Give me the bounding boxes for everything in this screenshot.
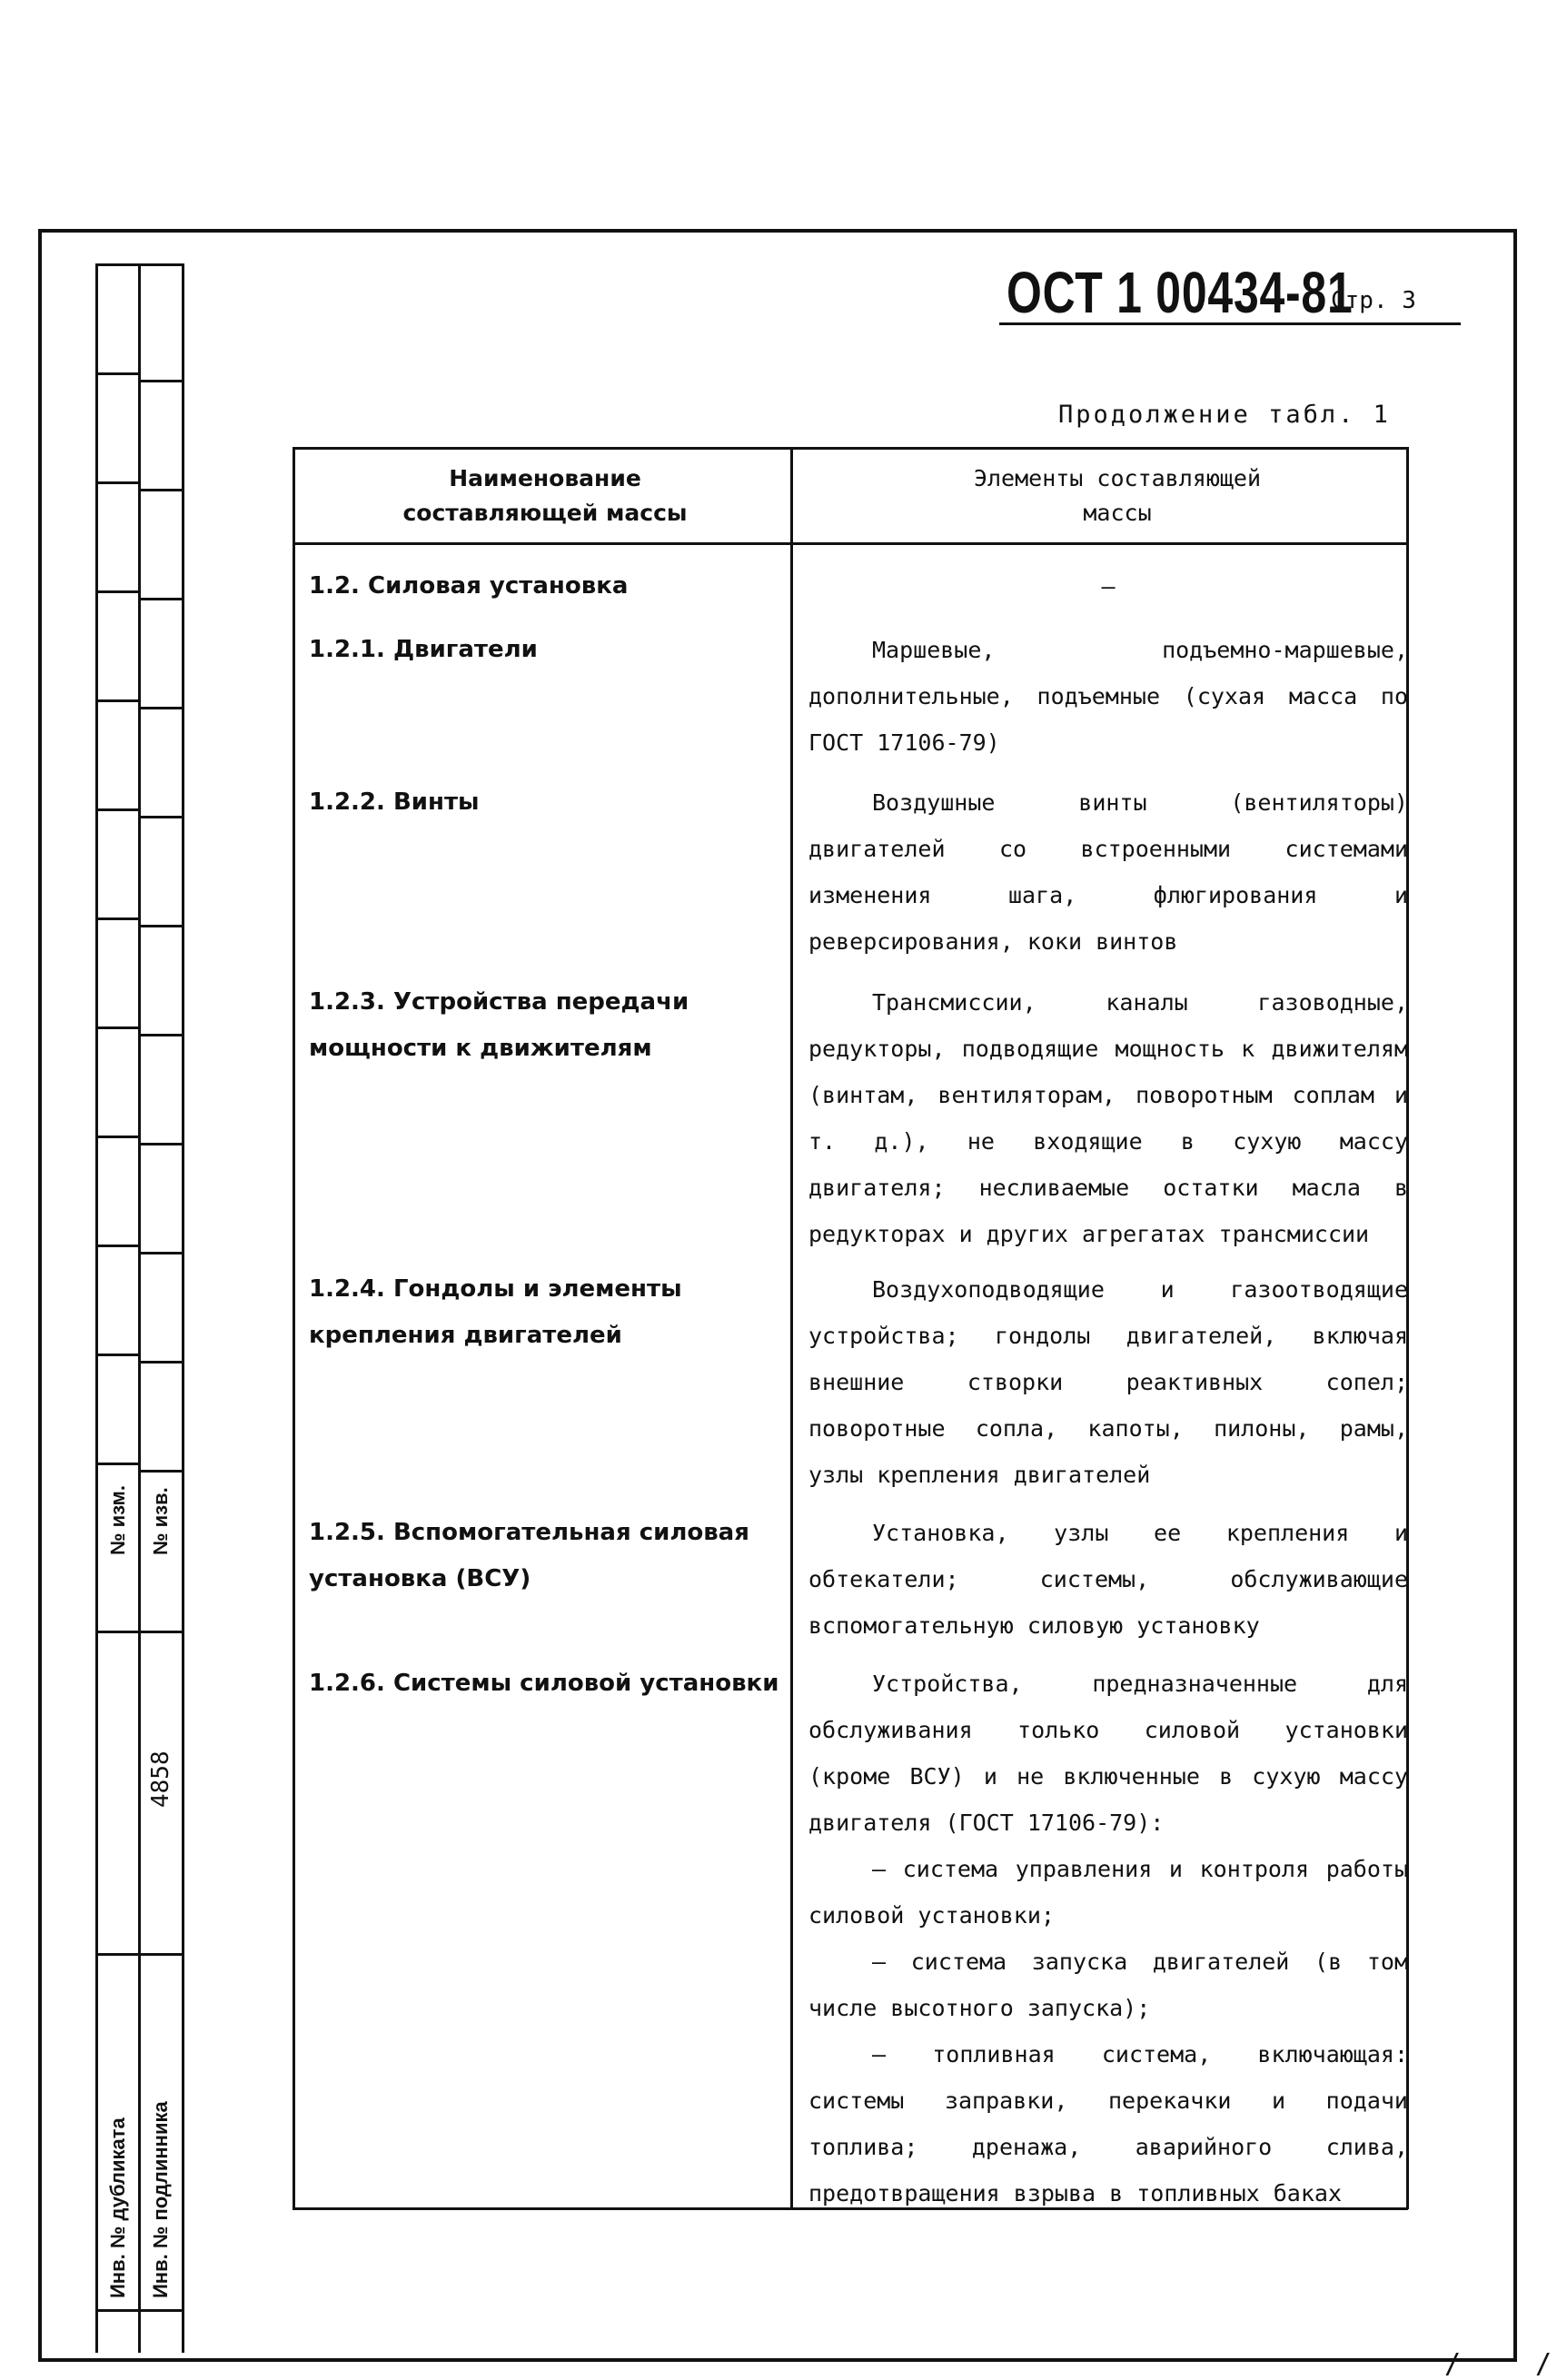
row-1-name: 1.2. Силовая установка bbox=[309, 572, 629, 600]
row-5-elements: Воздухоподводящие и газоотводящие устройства; гондолы двигателей, включая внешние створки реактивных сопел; поворотные сопла, капоты, пилоны, рамы, узлы крепления двигателей bbox=[808, 1276, 1408, 1488]
row-2-elements: Маршевые, подъемно-маршевые, дополнительные, подъемные (сухая масса по ГОСТ 17106-79) bbox=[808, 637, 1408, 756]
sidebar-col-line bbox=[138, 263, 141, 2353]
row-7-name: 1.2.6. Системы силовой установки bbox=[309, 1670, 779, 1697]
sidebar-label-inv-podl: Инв. № подлинника bbox=[149, 2101, 172, 2298]
row-6-name: 1.2.5. Вспомогательная силовая установка (ВСУ) bbox=[309, 1519, 749, 1592]
continuation-label: Продолжение табл. 1 bbox=[1058, 401, 1391, 429]
row-3-elements: Воздушные винты (вентиляторы) двигателей со встроенными системами изменения шага, флюгирования и реверсирования, коки винтов bbox=[808, 789, 1408, 955]
inventory-number: 4858 bbox=[147, 1750, 174, 1808]
row-5-name: 1.2.4. Гондолы и элементы крепления двигателей bbox=[309, 1275, 682, 1349]
corner-mark: / bbox=[1444, 2348, 1462, 2380]
row-2-name: 1.2.1. Двигатели bbox=[309, 636, 538, 663]
row-7-elements: Устройства, предназначенные для обслуживания только силовой установки (кроме ВСУ) и не включенные в сухую массу двигателя (ГОСТ 17106-79): – система управления и контроля работы силовой установки; – система запуска двигателей (в том числе высотного запуска); – топливная система, включающая: системы заправки, перекачки и подачи топлива; дренажа, аварийного слива, предотвращения взрыва в топливных баках bbox=[808, 1671, 1408, 2206]
row-6-elements: Установка, узлы ее крепления и обтекатели; системы, обслуживающие вспомогательную силовую установку bbox=[808, 1520, 1408, 1639]
row-4-name: 1.2.3. Устройства передачи мощности к движителям bbox=[309, 988, 689, 1062]
sidebar-sep bbox=[95, 2309, 184, 2312]
sidebar-sep bbox=[95, 1953, 184, 1956]
sidebar-top-line bbox=[95, 263, 184, 266]
col1-header: Наименование составляющей массы bbox=[402, 465, 688, 526]
header-underline bbox=[999, 322, 1461, 325]
row-4-elements: Трансмиссии, каналы газоводные, редукторы, подводящие мощность к движителям (винтам, вентиляторам, поворотным соплам и т. д.), не входящие в сухую массу двигателя; несливаемые остатки масла в редукторах и других агрегатах трансмиссии bbox=[808, 989, 1408, 1247]
row-3-name: 1.2.2. Винты bbox=[309, 788, 480, 816]
row-1-elements: – bbox=[1101, 573, 1116, 600]
sidebar-label-izv: № изв. bbox=[149, 1487, 172, 1555]
col2-header: Элементы составляющей массы bbox=[973, 465, 1262, 526]
sidebar-label-inv-dubl: Инв. № дубликата bbox=[106, 2117, 129, 2298]
sidebar-col-line bbox=[95, 263, 98, 2353]
sidebar-sep bbox=[95, 1631, 184, 1633]
sidebar-label-izm: № изм. bbox=[106, 1485, 129, 1555]
standard-number: ОСТ 1 00434-81 bbox=[1007, 260, 1354, 325]
sidebar-col-line bbox=[182, 263, 184, 2353]
corner-mark: / bbox=[1535, 2348, 1552, 2380]
page-label: Стр. 3 bbox=[1331, 287, 1416, 314]
